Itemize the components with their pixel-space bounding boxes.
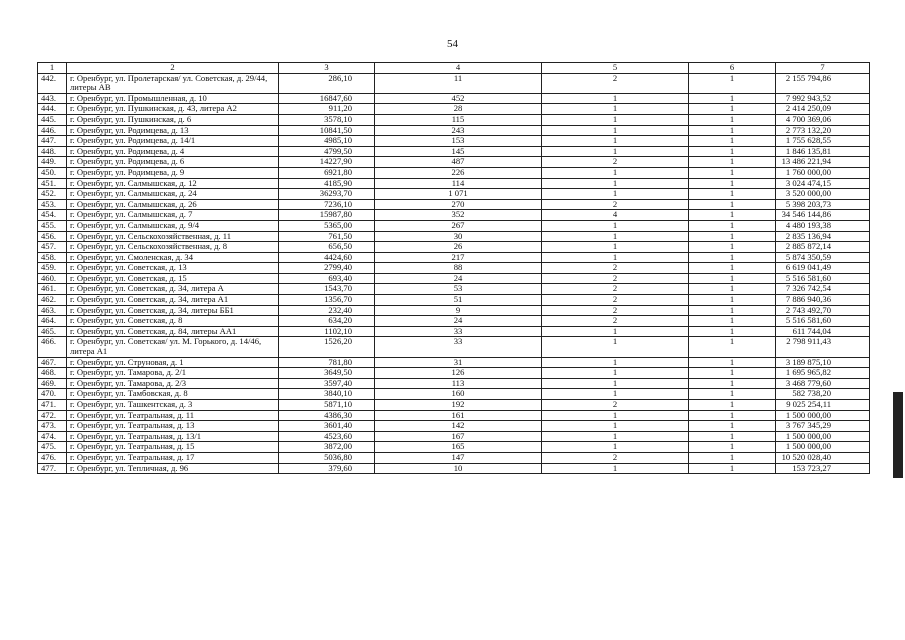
cell-residents: 33 <box>375 326 542 337</box>
cell-col-6: 1 <box>689 337 776 357</box>
cell-col-5: 1 <box>542 167 689 178</box>
cell-col-5: 2 <box>542 263 689 274</box>
cell-col-6: 1 <box>689 284 776 295</box>
cell-row-number: 456. <box>38 231 67 242</box>
cell-amount: 34 546 144,86 <box>776 210 870 221</box>
cell-residents: 9 <box>375 305 542 316</box>
cell-row-number: 473. <box>38 421 67 432</box>
cell-address: г. Оренбург, ул. Салмышская, д. 9/4 <box>67 220 279 231</box>
cell-residents: 1 071 <box>375 189 542 200</box>
cell-row-number: 449. <box>38 157 67 168</box>
cell-area: 3601,40 <box>279 421 375 432</box>
cell-row-number: 450. <box>38 167 67 178</box>
table-row <box>38 242 870 253</box>
cell-area: 693,40 <box>279 273 375 284</box>
cell-col-6: 1 <box>689 421 776 432</box>
cell-amount: 1 500 000,00 <box>776 410 870 421</box>
table-row <box>38 252 870 263</box>
table-row <box>38 452 870 463</box>
cell-col-5: 1 <box>542 389 689 400</box>
cell-area: 232,40 <box>279 305 375 316</box>
cell-col-5: 1 <box>542 114 689 125</box>
cell-col-6: 1 <box>689 389 776 400</box>
cell-col-5: 1 <box>542 125 689 136</box>
cell-residents: 31 <box>375 357 542 368</box>
cell-amount: 2 743 492,70 <box>776 305 870 316</box>
cell-row-number: 443. <box>38 93 67 104</box>
cell-row-number: 467. <box>38 357 67 368</box>
table-row <box>38 157 870 168</box>
cell-address: г. Оренбург, ул. Пушкинская, д. 6 <box>67 114 279 125</box>
cell-address: г. Оренбург, ул. Театральная, д. 13 <box>67 421 279 432</box>
cell-amount: 2 835 136,94 <box>776 231 870 242</box>
cell-area: 2799,40 <box>279 263 375 274</box>
cell-address: г. Оренбург, ул. Салмышская, д. 26 <box>67 199 279 210</box>
cell-col-6: 1 <box>689 357 776 368</box>
cell-row-number: 444. <box>38 104 67 115</box>
cell-residents: 11 <box>375 73 542 93</box>
cell-residents: 452 <box>375 93 542 104</box>
cell-col-5: 1 <box>542 337 689 357</box>
cell-amount: 1 695 965,82 <box>776 368 870 379</box>
cell-col-6: 1 <box>689 93 776 104</box>
cell-row-number: 464. <box>38 316 67 327</box>
cell-amount: 1 500 000,00 <box>776 442 870 453</box>
cell-row-number: 446. <box>38 125 67 136</box>
table-row <box>38 357 870 368</box>
cell-row-number: 462. <box>38 295 67 306</box>
cell-address: г. Оренбург, ул. Советская, д. 34, литера А1 <box>67 295 279 306</box>
table-row <box>38 93 870 104</box>
cell-col-6: 1 <box>689 452 776 463</box>
cell-residents: 270 <box>375 199 542 210</box>
cell-amount: 1 846 135,81 <box>776 146 870 157</box>
cell-amount: 2 798 911,43 <box>776 337 870 357</box>
cell-row-number: 463. <box>38 305 67 316</box>
cell-area: 3649,50 <box>279 368 375 379</box>
cell-row-number: 457. <box>38 242 67 253</box>
cell-address: г. Оренбург, ул. Пушкинская, д. 43, литера А2 <box>67 104 279 115</box>
cell-row-number: 471. <box>38 400 67 411</box>
cell-residents: 53 <box>375 284 542 295</box>
cell-residents: 217 <box>375 252 542 263</box>
cell-col-6: 1 <box>689 242 776 253</box>
cell-residents: 115 <box>375 114 542 125</box>
cell-col-5: 2 <box>542 316 689 327</box>
cell-amount: 5 874 350,59 <box>776 252 870 263</box>
cell-area: 6921,80 <box>279 167 375 178</box>
cell-address: г. Оренбург, ул. Театральная, д. 13/1 <box>67 431 279 442</box>
cell-col-5: 1 <box>542 189 689 200</box>
cell-col-6: 1 <box>689 199 776 210</box>
cell-amount: 1 755 628,55 <box>776 136 870 147</box>
page-number: 54 <box>447 38 458 50</box>
cell-amount: 1 500 000,00 <box>776 431 870 442</box>
cell-amount: 5 516 581,60 <box>776 273 870 284</box>
cell-area: 1356,70 <box>279 295 375 306</box>
cell-row-number: 458. <box>38 252 67 263</box>
cell-col-6: 1 <box>689 220 776 231</box>
cell-amount: 4 480 193,38 <box>776 220 870 231</box>
cell-amount: 10 520 028,40 <box>776 452 870 463</box>
cell-area: 16847,60 <box>279 93 375 104</box>
cell-col-5: 2 <box>542 157 689 168</box>
cell-address: г. Оренбург, ул. Тамбовская, д. 8 <box>67 389 279 400</box>
column-header: 6 <box>689 63 776 74</box>
cell-col-6: 1 <box>689 326 776 337</box>
cell-col-6: 1 <box>689 252 776 263</box>
table-row <box>38 421 870 432</box>
cell-row-number: 445. <box>38 114 67 125</box>
table-row <box>38 400 870 411</box>
cell-amount: 5 516 581,60 <box>776 316 870 327</box>
cell-area: 7236,10 <box>279 199 375 210</box>
cell-row-number: 470. <box>38 389 67 400</box>
cell-row-number: 474. <box>38 431 67 442</box>
column-header: 7 <box>776 63 870 74</box>
table-row <box>38 104 870 115</box>
cell-row-number: 442. <box>38 73 67 93</box>
cell-address: г. Оренбург, ул. Сельскохозяйственная, д. 11 <box>67 231 279 242</box>
cell-area: 4799,50 <box>279 146 375 157</box>
table-row <box>38 389 870 400</box>
cell-residents: 126 <box>375 368 542 379</box>
cell-amount: 13 486 221,94 <box>776 157 870 168</box>
cell-area: 634,20 <box>279 316 375 327</box>
cell-amount: 2 773 132,20 <box>776 125 870 136</box>
cell-address: г. Оренбург, ул. Тепличная, д. 96 <box>67 463 279 474</box>
cell-address: г. Оренбург, ул. Советская, д. 34, литеры ББ1 <box>67 305 279 316</box>
table-row <box>38 220 870 231</box>
cell-amount: 2 155 794,86 <box>776 73 870 93</box>
cell-col-5: 4 <box>542 210 689 221</box>
cell-area: 5871,10 <box>279 400 375 411</box>
cell-amount: 3 024 474,15 <box>776 178 870 189</box>
cell-col-5: 1 <box>542 378 689 389</box>
table-row <box>38 463 870 474</box>
cell-residents: 226 <box>375 167 542 178</box>
table-row <box>38 316 870 327</box>
cell-residents: 24 <box>375 273 542 284</box>
cell-residents: 142 <box>375 421 542 432</box>
cell-area: 911,20 <box>279 104 375 115</box>
cell-col-6: 1 <box>689 114 776 125</box>
cell-area: 14227,90 <box>279 157 375 168</box>
cell-residents: 28 <box>375 104 542 115</box>
cell-residents: 487 <box>375 157 542 168</box>
cell-address: г. Оренбург, ул. Советская, д. 34, литера А <box>67 284 279 295</box>
cell-col-5: 1 <box>542 242 689 253</box>
cell-col-6: 1 <box>689 263 776 274</box>
cell-col-6: 1 <box>689 463 776 474</box>
cell-amount: 1 760 000,00 <box>776 167 870 178</box>
cell-area: 10841,50 <box>279 125 375 136</box>
cell-row-number: 451. <box>38 178 67 189</box>
cell-row-number: 477. <box>38 463 67 474</box>
table-row <box>38 295 870 306</box>
cell-area: 1102,10 <box>279 326 375 337</box>
cell-col-5: 1 <box>542 326 689 337</box>
cell-address: г. Оренбург, ул. Тамарова, д. 2/1 <box>67 368 279 379</box>
cell-residents: 352 <box>375 210 542 221</box>
cell-col-6: 1 <box>689 189 776 200</box>
cell-amount: 153 723,27 <box>776 463 870 474</box>
column-header: 1 <box>38 63 67 74</box>
cell-amount: 7 992 943,52 <box>776 93 870 104</box>
cell-amount: 582 738,20 <box>776 389 870 400</box>
table-row <box>38 326 870 337</box>
cell-address: г. Оренбург, ул. Салмышская, д. 24 <box>67 189 279 200</box>
cell-area: 1543,70 <box>279 284 375 295</box>
cell-row-number: 468. <box>38 368 67 379</box>
table-row <box>38 210 870 221</box>
cell-row-number: 475. <box>38 442 67 453</box>
cell-address: г. Оренбург, ул. Родимцева, д. 4 <box>67 146 279 157</box>
table-row <box>38 114 870 125</box>
cell-address: г. Оренбург, ул. Театральная, д. 15 <box>67 442 279 453</box>
cell-col-6: 1 <box>689 400 776 411</box>
table-row <box>38 136 870 147</box>
table-row <box>38 337 870 357</box>
cell-residents: 160 <box>375 389 542 400</box>
column-header: 5 <box>542 63 689 74</box>
cell-area: 3578,10 <box>279 114 375 125</box>
table-row <box>38 73 870 93</box>
cell-col-5: 2 <box>542 199 689 210</box>
cell-col-6: 1 <box>689 231 776 242</box>
cell-col-5: 1 <box>542 146 689 157</box>
cell-address: г. Оренбург, ул. Ташкентская, д. 3 <box>67 400 279 411</box>
cell-col-5: 1 <box>542 421 689 432</box>
cell-address: г. Оренбург, ул. Промышленная, д. 10 <box>67 93 279 104</box>
cell-amount: 611 744,04 <box>776 326 870 337</box>
table-row <box>38 167 870 178</box>
cell-col-6: 1 <box>689 104 776 115</box>
cell-row-number: 455. <box>38 220 67 231</box>
cell-col-5: 1 <box>542 104 689 115</box>
cell-area: 4424,60 <box>279 252 375 263</box>
cell-amount: 4 700 369,06 <box>776 114 870 125</box>
cell-address: г. Оренбург, ул. Советская, д. 84, литеры АА1 <box>67 326 279 337</box>
cell-col-5: 1 <box>542 357 689 368</box>
cell-col-6: 1 <box>689 167 776 178</box>
cell-col-5: 1 <box>542 463 689 474</box>
cell-row-number: 460. <box>38 273 67 284</box>
cell-residents: 26 <box>375 242 542 253</box>
cell-residents: 153 <box>375 136 542 147</box>
cell-col-5: 1 <box>542 231 689 242</box>
cell-residents: 192 <box>375 400 542 411</box>
cell-col-5: 1 <box>542 136 689 147</box>
cell-col-5: 1 <box>542 431 689 442</box>
cell-col-6: 1 <box>689 316 776 327</box>
cell-address: г. Оренбург, ул. Родимцева, д. 13 <box>67 125 279 136</box>
cell-address: г. Оренбург, ул. Сельскохозяйственная, д. 8 <box>67 242 279 253</box>
cell-address: г. Оренбург, ул. Родимцева, д. 9 <box>67 167 279 178</box>
table-row <box>38 431 870 442</box>
cell-residents: 114 <box>375 178 542 189</box>
cell-residents: 10 <box>375 463 542 474</box>
table-row <box>38 199 870 210</box>
column-header: 4 <box>375 63 542 74</box>
cell-area: 15987,80 <box>279 210 375 221</box>
cell-col-6: 1 <box>689 178 776 189</box>
table-row <box>38 189 870 200</box>
cell-amount: 9 025 254,11 <box>776 400 870 411</box>
column-header: 3 <box>279 63 375 74</box>
cell-address: г. Оренбург, ул. Тамарова, д. 2/3 <box>67 378 279 389</box>
cell-row-number: 459. <box>38 263 67 274</box>
table-row <box>38 410 870 421</box>
cell-area: 781,80 <box>279 357 375 368</box>
cell-area: 3872,00 <box>279 442 375 453</box>
cell-col-5: 1 <box>542 220 689 231</box>
cell-row-number: 465. <box>38 326 67 337</box>
cell-area: 1526,20 <box>279 337 375 357</box>
cell-row-number: 476. <box>38 452 67 463</box>
cell-col-6: 1 <box>689 295 776 306</box>
cell-residents: 30 <box>375 231 542 242</box>
cell-address: г. Оренбург, ул. Театральная, д. 17 <box>67 452 279 463</box>
cell-area: 36293,70 <box>279 189 375 200</box>
cell-col-6: 1 <box>689 157 776 168</box>
cell-amount: 2 885 872,14 <box>776 242 870 253</box>
cell-row-number: 469. <box>38 378 67 389</box>
cell-area: 3840,10 <box>279 389 375 400</box>
cell-col-5: 1 <box>542 368 689 379</box>
cell-col-5: 2 <box>542 73 689 93</box>
cell-row-number: 448. <box>38 146 67 157</box>
cell-col-5: 2 <box>542 305 689 316</box>
cell-col-6: 1 <box>689 136 776 147</box>
housing-table <box>37 62 870 474</box>
cell-col-6: 1 <box>689 305 776 316</box>
cell-address: г. Оренбург, ул. Театральная, д. 11 <box>67 410 279 421</box>
cell-area: 5365,00 <box>279 220 375 231</box>
cell-residents: 88 <box>375 263 542 274</box>
cell-amount: 2 414 250,09 <box>776 104 870 115</box>
cell-address: г. Оренбург, ул. Салмышская, д. 7 <box>67 210 279 221</box>
cell-col-5: 1 <box>542 252 689 263</box>
cell-area: 761,50 <box>279 231 375 242</box>
cell-col-5: 1 <box>542 442 689 453</box>
cell-area: 379,60 <box>279 463 375 474</box>
cell-col-5: 1 <box>542 178 689 189</box>
cell-residents: 24 <box>375 316 542 327</box>
cell-residents: 167 <box>375 431 542 442</box>
cell-area: 4386,30 <box>279 410 375 421</box>
table-row <box>38 273 870 284</box>
cell-col-5: 2 <box>542 284 689 295</box>
cell-row-number: 447. <box>38 136 67 147</box>
cell-area: 286,10 <box>279 73 375 93</box>
cell-address: г. Оренбург, ул. Салмышская, д. 12 <box>67 178 279 189</box>
cell-amount: 3 767 345,29 <box>776 421 870 432</box>
cell-residents: 165 <box>375 442 542 453</box>
table-row <box>38 368 870 379</box>
cell-amount: 3 520 000,00 <box>776 189 870 200</box>
table-row <box>38 442 870 453</box>
table-row <box>38 146 870 157</box>
cell-row-number: 452. <box>38 189 67 200</box>
cell-address: г. Оренбург, ул. Пролетарская/ ул. Советская, д. 29/44, литеры АВ <box>67 73 279 93</box>
cell-residents: 147 <box>375 452 542 463</box>
header-row <box>38 63 870 74</box>
column-header: 2 <box>67 63 279 74</box>
cell-col-6: 1 <box>689 410 776 421</box>
cell-amount: 7 326 742,54 <box>776 284 870 295</box>
cell-row-number: 453. <box>38 199 67 210</box>
cell-address: г. Оренбург, ул. Советская, д. 13 <box>67 263 279 274</box>
cell-col-6: 1 <box>689 73 776 93</box>
cell-col-6: 1 <box>689 378 776 389</box>
cell-col-5: 1 <box>542 93 689 104</box>
cell-col-6: 1 <box>689 146 776 157</box>
cell-address: г. Оренбург, ул. Советская/ ул. М. Горького, д. 14/46, литера А1 <box>67 337 279 357</box>
cell-col-5: 2 <box>542 400 689 411</box>
cell-amount: 7 886 940,36 <box>776 295 870 306</box>
cell-amount: 3 189 875,10 <box>776 357 870 368</box>
cell-residents: 145 <box>375 146 542 157</box>
table-row <box>38 125 870 136</box>
cell-col-6: 1 <box>689 210 776 221</box>
cell-area: 4185,90 <box>279 178 375 189</box>
cell-row-number: 454. <box>38 210 67 221</box>
cell-amount: 5 398 203,73 <box>776 199 870 210</box>
cell-address: г. Оренбург, ул. Советская, д. 8 <box>67 316 279 327</box>
cell-col-6: 1 <box>689 431 776 442</box>
cell-amount: 6 619 041,49 <box>776 263 870 274</box>
table-row <box>38 305 870 316</box>
cell-col-6: 1 <box>689 368 776 379</box>
table-row <box>38 231 870 242</box>
cell-residents: 243 <box>375 125 542 136</box>
cell-row-number: 461. <box>38 284 67 295</box>
cell-col-5: 1 <box>542 410 689 421</box>
table-row <box>38 284 870 295</box>
cell-address: г. Оренбург, ул. Смоленская, д. 34 <box>67 252 279 263</box>
cell-residents: 51 <box>375 295 542 306</box>
cell-col-5: 2 <box>542 295 689 306</box>
cell-residents: 33 <box>375 337 542 357</box>
cell-area: 5036,80 <box>279 452 375 463</box>
scan-edge-mark <box>893 392 903 478</box>
cell-address: г. Оренбург, ул. Родимцева, д. 6 <box>67 157 279 168</box>
cell-area: 3597,40 <box>279 378 375 389</box>
cell-col-6: 1 <box>689 273 776 284</box>
cell-col-6: 1 <box>689 442 776 453</box>
cell-residents: 267 <box>375 220 542 231</box>
cell-area: 656,50 <box>279 242 375 253</box>
cell-row-number: 472. <box>38 410 67 421</box>
cell-area: 4985,10 <box>279 136 375 147</box>
table-row <box>38 263 870 274</box>
cell-area: 4523,60 <box>279 431 375 442</box>
cell-col-5: 2 <box>542 452 689 463</box>
table-row <box>38 178 870 189</box>
cell-amount: 3 468 779,60 <box>776 378 870 389</box>
cell-col-5: 2 <box>542 273 689 284</box>
cell-col-6: 1 <box>689 125 776 136</box>
cell-address: г. Оренбург, ул. Струновая, д. 1 <box>67 357 279 368</box>
cell-address: г. Оренбург, ул. Советская, д. 15 <box>67 273 279 284</box>
cell-residents: 113 <box>375 378 542 389</box>
table-row <box>38 378 870 389</box>
cell-row-number: 466. <box>38 337 67 357</box>
cell-address: г. Оренбург, ул. Родимцева, д. 14/1 <box>67 136 279 147</box>
cell-residents: 161 <box>375 410 542 421</box>
